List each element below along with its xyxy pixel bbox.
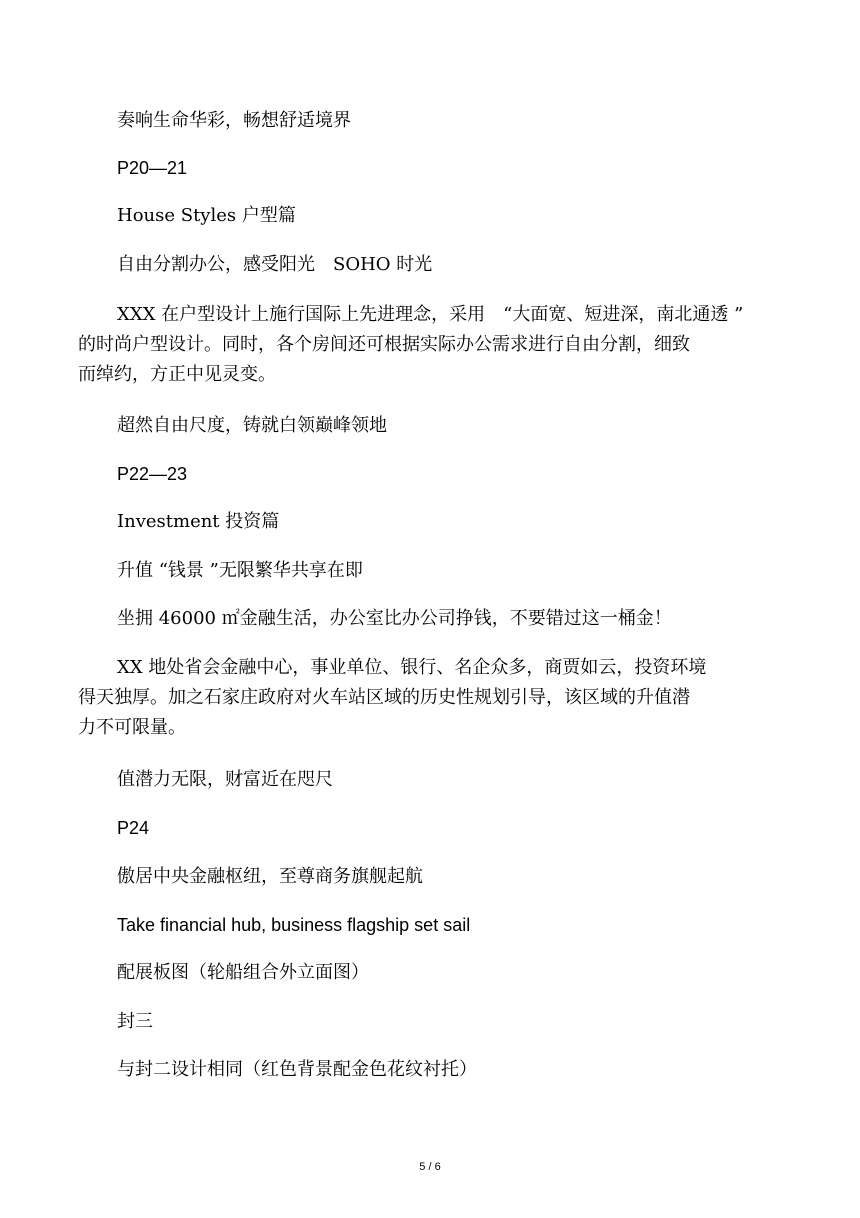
heading-line: 坐拥 46000 ㎡金融生活，办公室比办公司挣钱，不要错过这一桶金！ (117, 608, 672, 629)
section-title: Investment 投资篇 (117, 511, 280, 532)
paragraph-line: 得天独厚。加之石家庄政府对火车站区域的历史性规划引导，该区域的升值潜 (78, 687, 690, 708)
heading-line: 与封二设计相同（红色背景配金色花纹衬托） (117, 1059, 477, 1080)
english-tagline: Take financial hub, business flagship set sail (117, 915, 471, 935)
heading-line: 自由分割办公，感受阳光 SOHO 时光 (117, 254, 433, 275)
paragraph-line: 的时尚户型设计。同时，各个房间还可根据实际办公需求进行自由分割，细致 (78, 334, 690, 355)
heading-line: 傲居中央金融枢纽，至尊商务旗舰起航 (117, 866, 423, 887)
section-title: House Styles 户型篇 (117, 205, 296, 226)
paragraph-line: XX 地处省会金融中心，事业单位、银行、名企众多，商贾如云，投资环境 (117, 657, 707, 678)
page-number: 5 / 6 (419, 1161, 441, 1173)
section-title: 封三 (117, 1011, 153, 1032)
body-paragraph (78, 300, 798, 390)
paragraph-line: XXX 在户型设计上施行国际上先进理念，采用 “大面宽、短进深，南北通透 ” (117, 304, 744, 325)
paragraph-line: 而绰约，方正中见灵变。 (78, 364, 276, 385)
page-range-label: P22—23 (117, 464, 188, 484)
heading-line: 配展板图（轮船组合外立面图） (117, 962, 369, 983)
heading-line: 值潜力无限，财富近在咫尺 (117, 769, 333, 790)
body-paragraph (78, 653, 798, 743)
heading-line: 升值 “钱景 ”无限繁华共享在即 (117, 560, 363, 581)
paragraph-line: 力不可限量。 (78, 717, 186, 738)
heading-line: 超然自由尺度，铸就白领巅峰领地 (117, 415, 387, 436)
page-range-label: P24 (117, 818, 150, 838)
page-range-label: P20—21 (117, 158, 188, 178)
heading-line: 奏响生命华彩，畅想舒适境界 (117, 110, 351, 131)
